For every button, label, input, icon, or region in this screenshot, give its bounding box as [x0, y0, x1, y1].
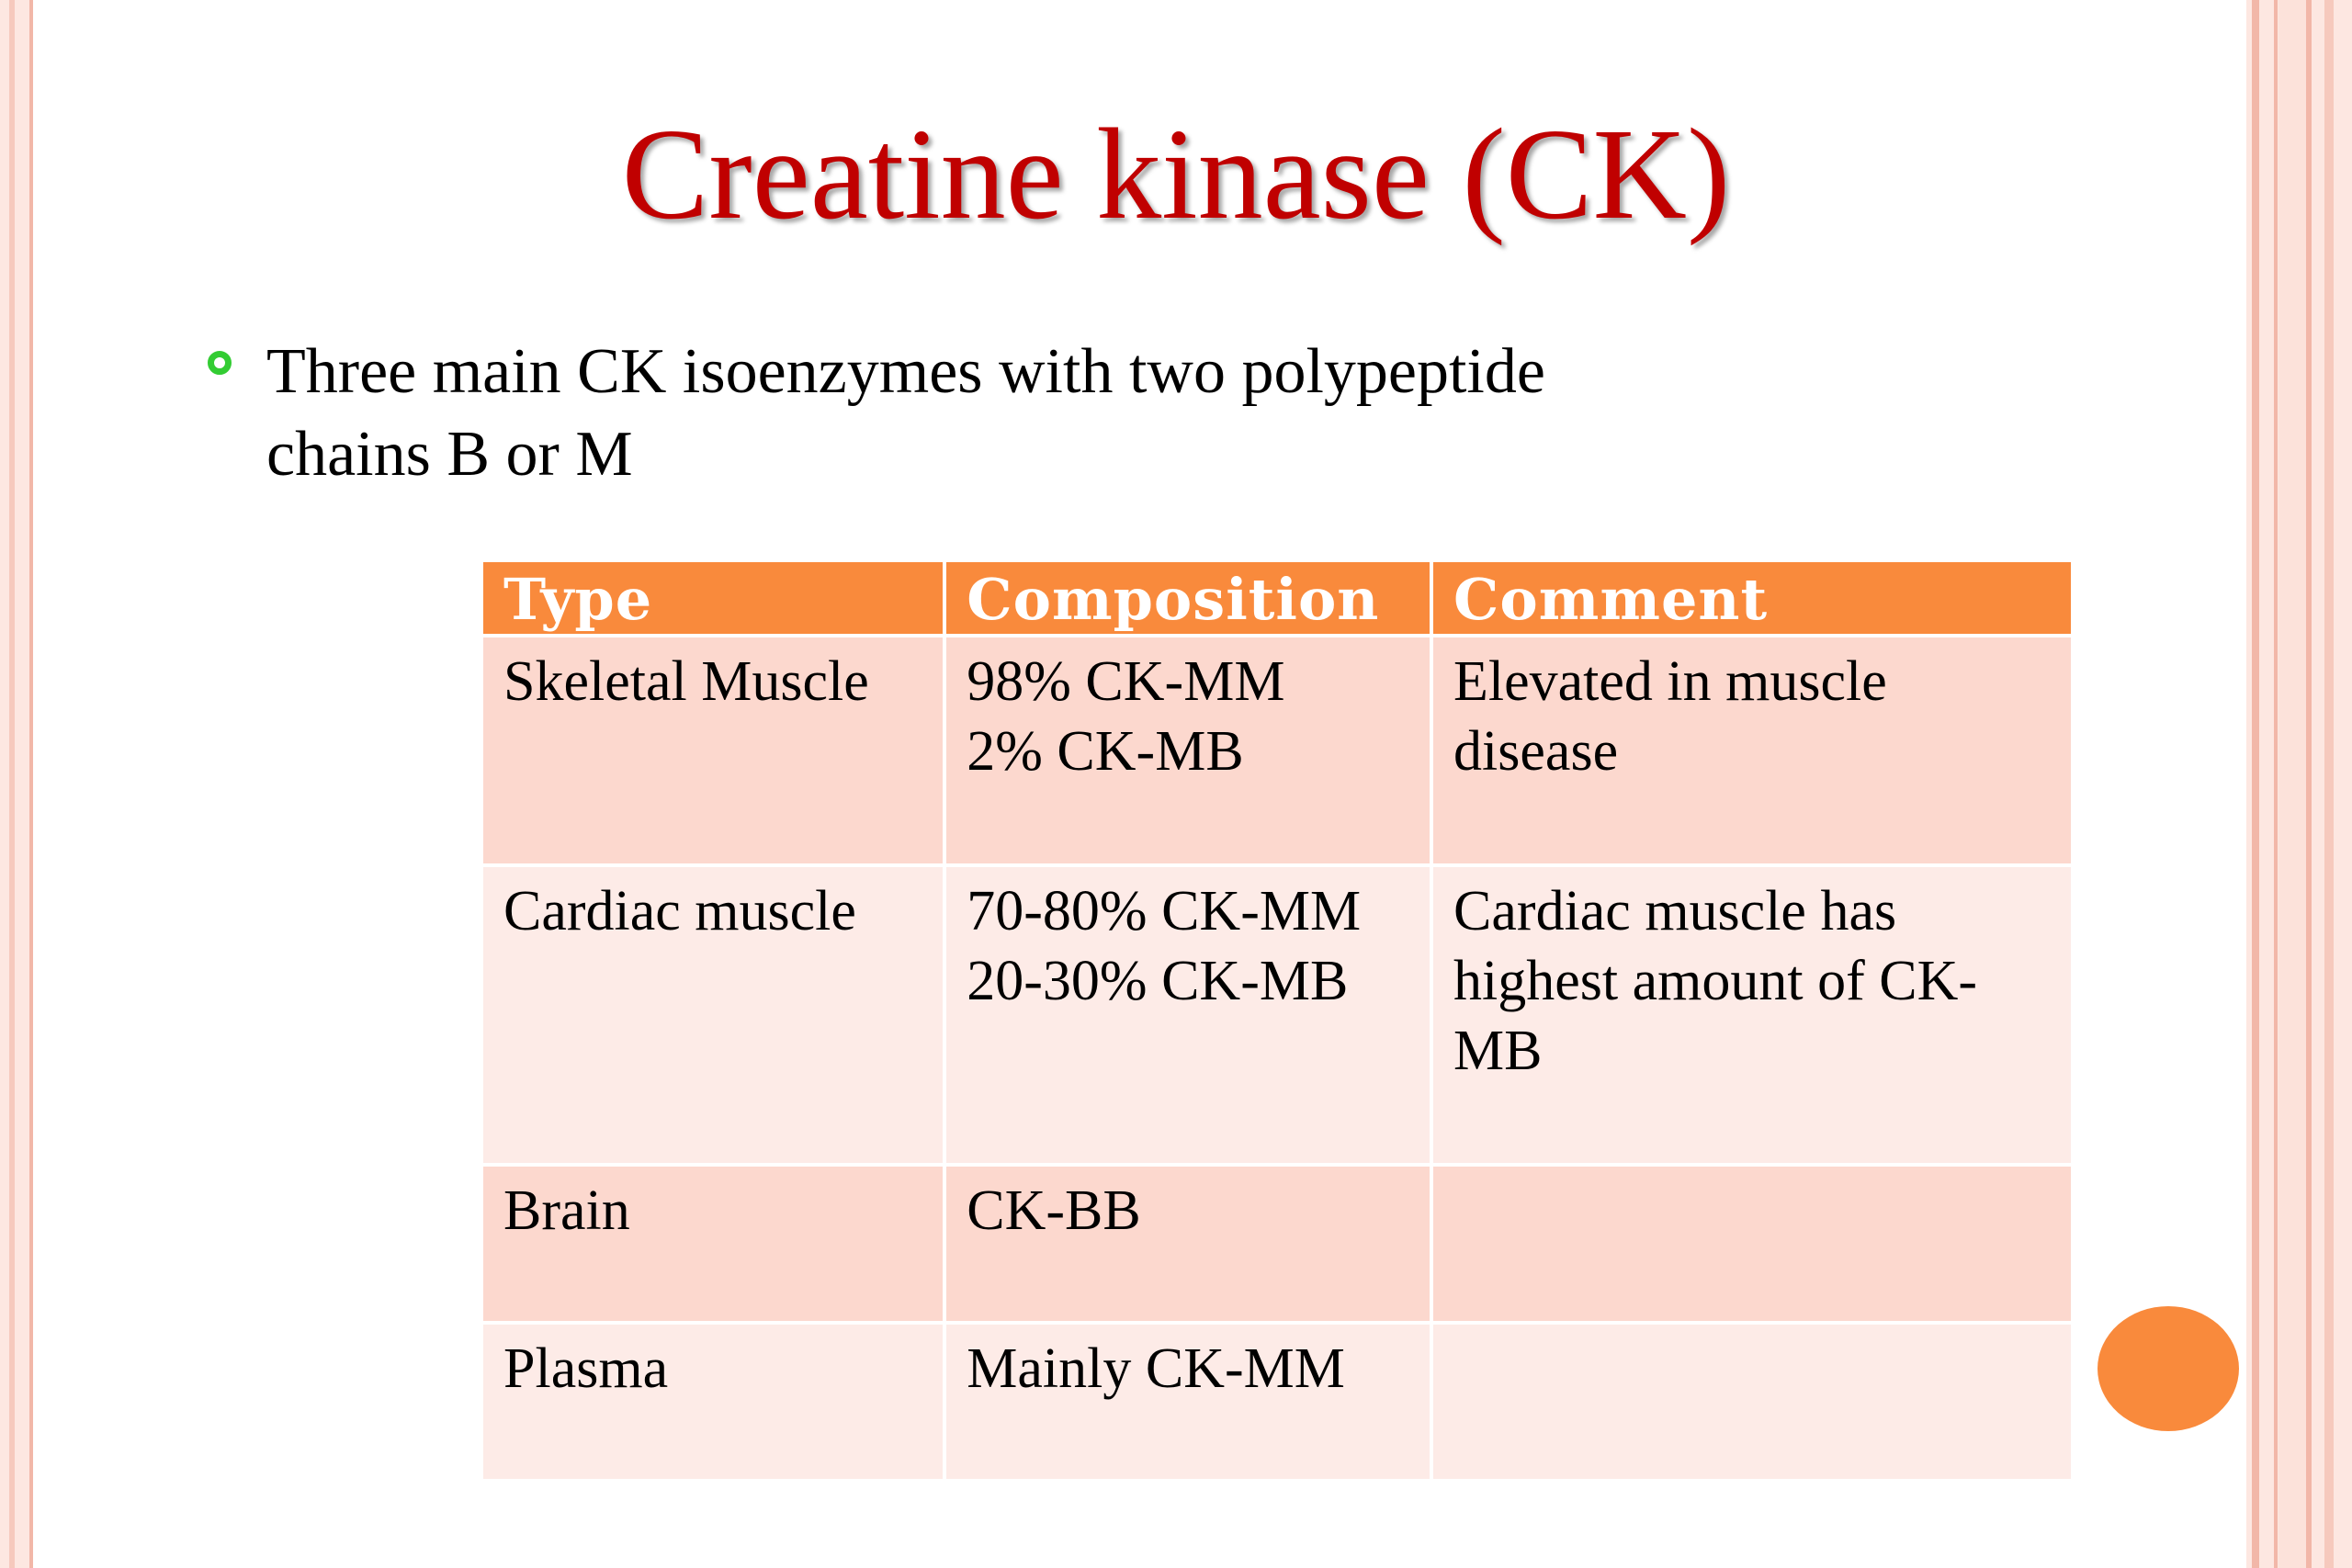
comment-line: Elevated in muscle	[1453, 650, 1887, 713]
table-header-row	[481, 560, 2073, 636]
composition-line: 98% CK-MM	[967, 650, 1285, 713]
cell-type: Brain	[481, 1165, 944, 1323]
cell-comment	[1431, 865, 2073, 1165]
header-type: Type	[481, 560, 944, 636]
composition-line: CK-BB	[967, 1179, 1141, 1242]
cell-composition	[944, 865, 1431, 1165]
cell-type: Skeletal Muscle	[481, 636, 944, 865]
composition-line: Mainly CK-MM	[967, 1337, 1345, 1400]
composition-line: 20-30% CK-MB	[967, 950, 1349, 1012]
comment-line: Cardiac muscle has	[1453, 880, 1897, 942]
table-row	[481, 636, 2073, 865]
bullet-circle-icon	[208, 351, 232, 375]
bullet-text-line-1: Three main CK isoenzymes with two polypeptide	[266, 336, 1545, 407]
cell-type: Cardiac muscle	[481, 865, 944, 1165]
bullet-item	[202, 331, 1948, 496]
decorative-orange-circle	[2098, 1306, 2239, 1431]
composition-line: 2% CK-MB	[967, 720, 1244, 783]
cell-type: Plasma	[481, 1323, 944, 1481]
cell-composition	[944, 1165, 1431, 1323]
comment-line: highest amount of CK-	[1453, 950, 1978, 1012]
cell-composition	[944, 1323, 1431, 1481]
comment-line: disease	[1453, 720, 1619, 783]
slide-title: Creatine kinase (CK)	[621, 101, 1731, 246]
comment-line: MB	[1453, 1020, 1543, 1082]
table-row	[481, 1165, 2073, 1323]
header-composition: Composition	[944, 560, 1431, 636]
cell-composition	[944, 636, 1431, 865]
table-row	[481, 1323, 2073, 1481]
table-row	[481, 865, 2073, 1165]
bullet-text-line-2: chains B or M	[266, 419, 633, 490]
isoenzyme-table	[480, 558, 2075, 1483]
cell-comment	[1431, 1323, 2073, 1481]
header-comment: Comment	[1431, 560, 2073, 636]
cell-comment	[1431, 636, 2073, 865]
composition-line: 70-80% CK-MM	[967, 880, 1362, 942]
cell-comment	[1431, 1165, 2073, 1323]
